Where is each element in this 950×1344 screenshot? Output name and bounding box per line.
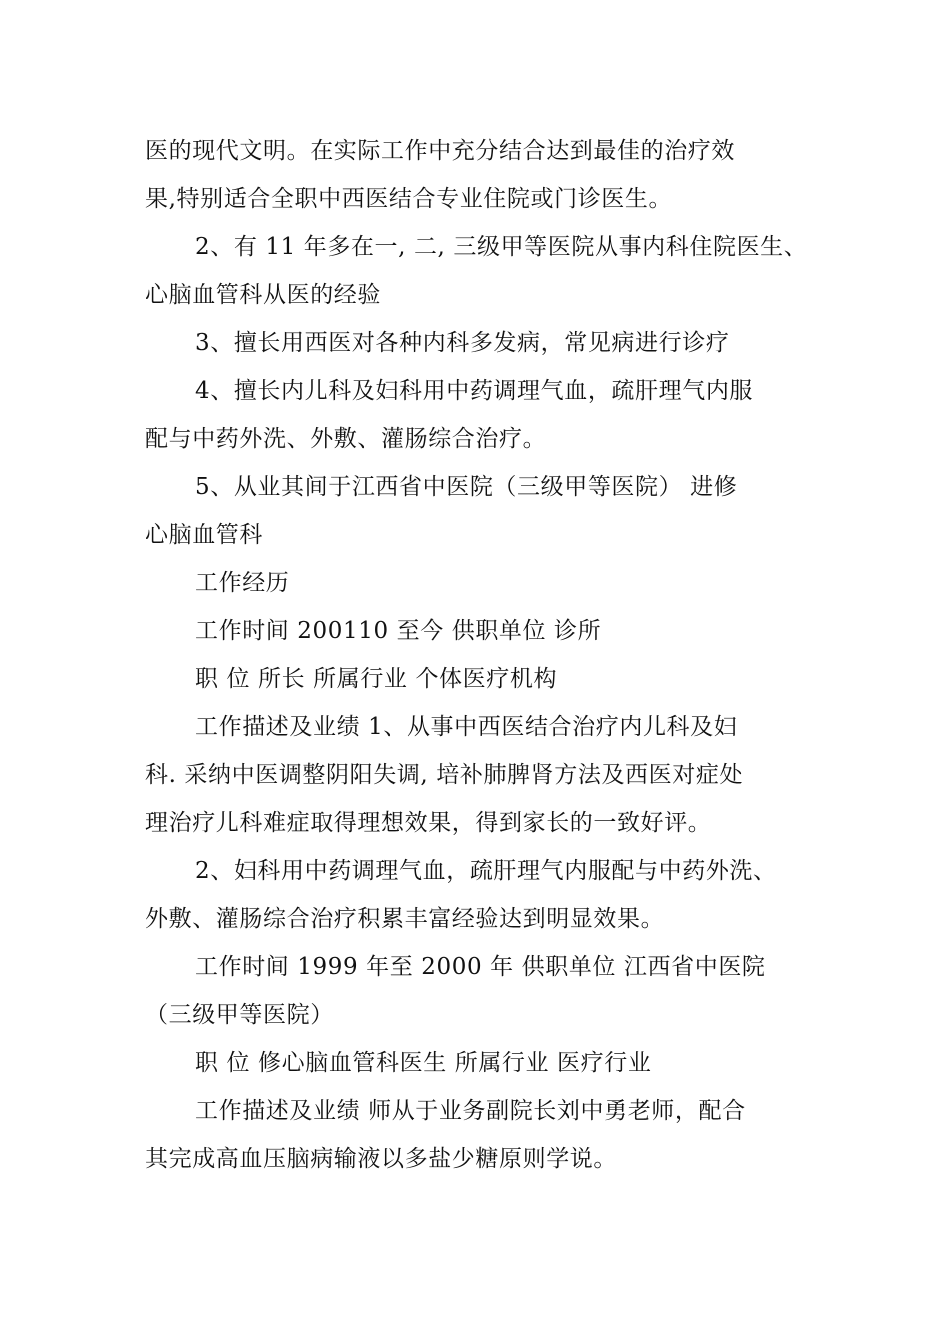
job-1-position-industry: 职 位 所长 所属行业 个体医疗机构 <box>195 666 558 692</box>
list-item-2-continuation: 心脑血管科从医的经验 <box>145 282 381 308</box>
job-1-description-line: 科. 采纳中医调整阴阳失调, 培补肺脾肾方法及西医对症处 <box>145 762 744 788</box>
list-item-2-line: 2、有 11 年多在一, 二, 三级甲等医院从事内科住院医生、 <box>195 234 808 260</box>
job-2-description-continuation: 其完成高血压脑病输液以多盐少糖原则学说。 <box>145 1146 617 1172</box>
list-item-3-line: 3、擅长用西医对各种内科多发病，常见病进行诊疗 <box>195 330 730 356</box>
job-1-description-line: 工作描述及业绩 1、从事中西医结合治疗内儿科及妇 <box>195 714 738 740</box>
paragraph-line: 果,特别适合全职中西医结合专业住院或门诊医生。 <box>145 186 673 212</box>
job-1-description-item-2: 2、妇科用中药调理气血，疏肝理气内服配与中药外洗、 <box>195 858 777 884</box>
job-2-employer-continuation: （三级甲等医院） <box>145 1002 334 1028</box>
paragraph-line: 医的现代文明。在实际工作中充分结合达到最佳的治疗效 <box>145 138 735 164</box>
job-1-time-employer: 工作时间 200110 至今 供职单位 诊所 <box>195 618 602 644</box>
job-1-description-item-2-continuation: 外敷、灌肠综合治疗积累丰富经验达到明显效果。 <box>145 906 665 932</box>
job-2-description-line: 工作描述及业绩 师从于业务副院长刘中勇老师，配合 <box>195 1098 746 1124</box>
section-heading-work-experience: 工作经历 <box>195 570 290 596</box>
list-item-4-continuation: 配与中药外洗、外敷、灌肠综合治疗。 <box>145 426 547 452</box>
job-2-position-industry: 职 位 修心脑血管科医生 所属行业 医疗行业 <box>195 1050 652 1076</box>
list-item-4-line: 4、擅长内儿科及妇科用中药调理气血，疏肝理气内服 <box>195 378 754 404</box>
list-item-5-line: 5、从业其间于江西省中医院（三级甲等医院） 进修 <box>195 474 738 500</box>
job-2-time-employer: 工作时间 1999 年至 2000 年 供职单位 江西省中医院 <box>195 954 766 980</box>
list-item-5-continuation: 心脑血管科 <box>145 522 263 548</box>
document-page <box>145 127 825 1183</box>
job-1-description-line: 理治疗儿科难症取得理想效果，得到家长的一致好评。 <box>145 810 712 836</box>
